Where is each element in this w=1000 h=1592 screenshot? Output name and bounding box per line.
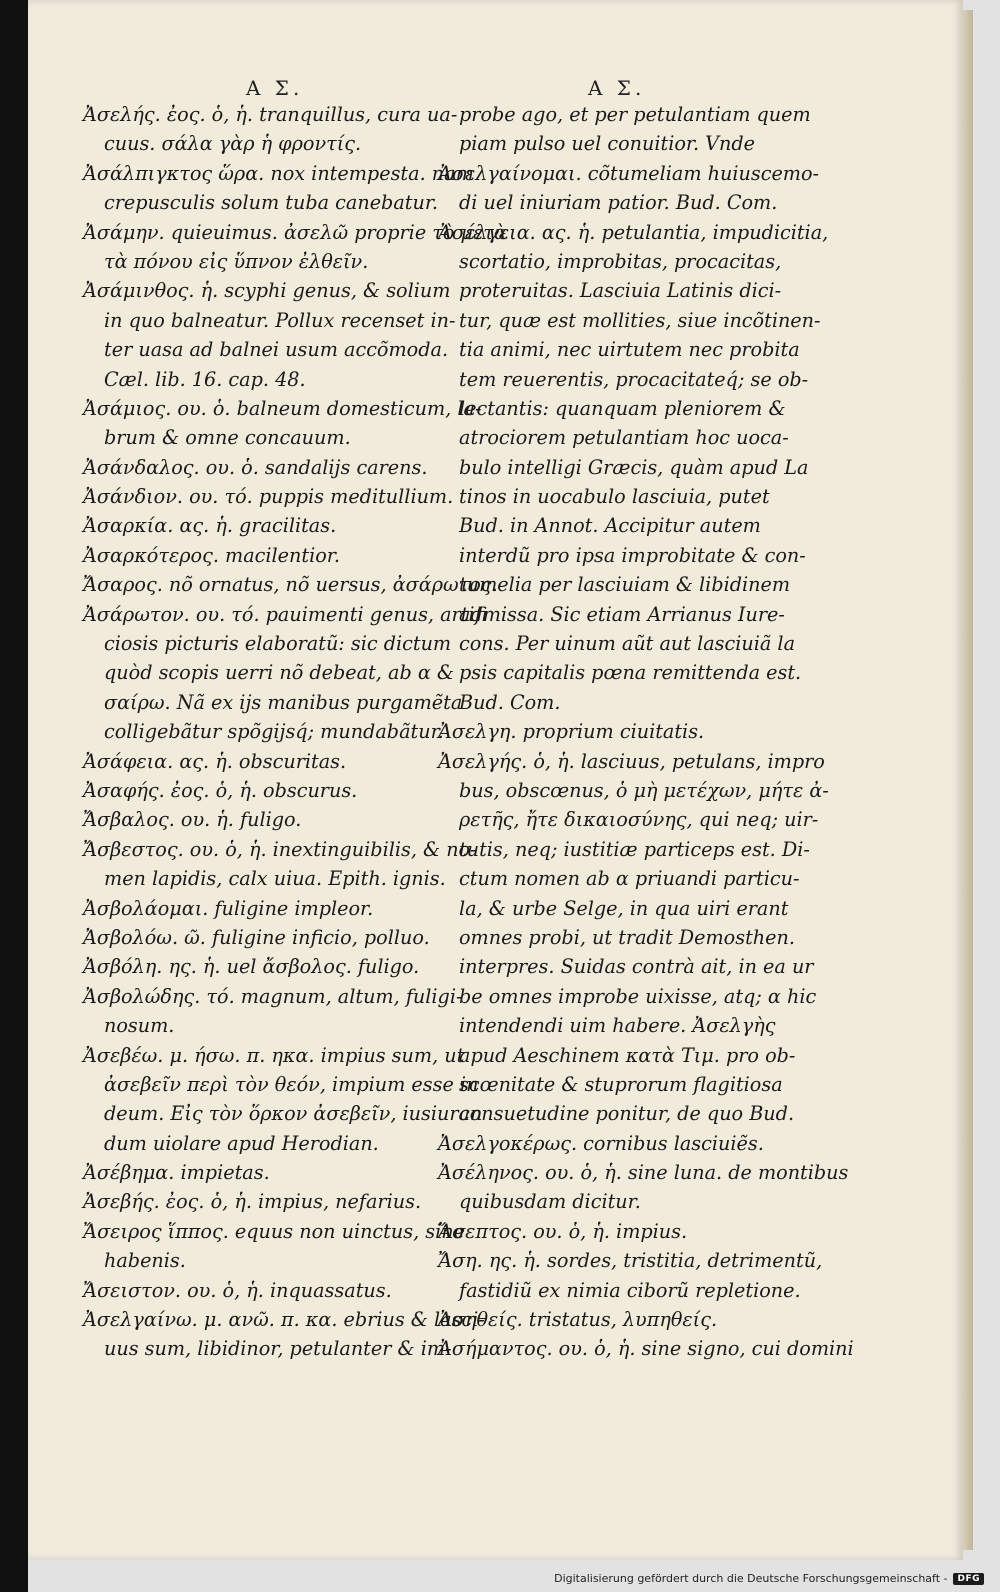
text-line: interpres. Suidas contrà ait, in ea ur [459, 955, 814, 979]
text-line: ρετῆς, ἤτε δικαιοσύνης, qui neq; uir- [459, 808, 819, 832]
text-line: nosum. [104, 1014, 175, 1038]
text-line: bulo intelligi Græcis, quàm apud La [459, 455, 809, 479]
text-line: Ἄσαρος. nõ ornatus, nõ uersus, ἀσάρωτος. [83, 573, 498, 597]
text-line: cuus. σάλα γὰρ ἡ φροντίς. [104, 132, 362, 156]
text-line: ctum nomen ab α priuandi particu- [459, 867, 800, 891]
text-line: cons. Per uinum aũt aut lasciuiã la [459, 632, 796, 656]
page-edge [963, 10, 973, 1550]
text-line: Ἀσήμαντος. ου. ὁ, ἡ. sine signo, cui domini [438, 1337, 854, 1361]
text-line: Ἀσελγοκέρως. cornibus lasciuiẽs. [438, 1131, 764, 1155]
text-line: Ἀσβολώδης. τό. magnum, altum, fuligi- [83, 984, 463, 1008]
running-head-left: Α Σ. [246, 76, 304, 100]
dfg-logo-icon: DFG [953, 1573, 984, 1585]
text-line: Ἄσεπτος. ου. ὁ, ἡ. impius. [438, 1219, 688, 1243]
text-line: tur, quæ est mollities, siue incõtinen- [459, 308, 821, 332]
running-head-right: Α Σ. [588, 76, 646, 100]
text-line: Ἀσάμινθος. ἡ. scyphi genus, & solium [83, 279, 451, 303]
text-line: Ἀσβολόω. ῶ. fuligine inficio, polluo. [83, 925, 430, 949]
text-line: Ἀσέληνος. ου. ὁ, ἡ. sine luna. de montibus [438, 1161, 849, 1185]
text-line: Ἀσεβής. ἐος. ὁ, ἡ. impius, nefarius. [83, 1190, 422, 1214]
text-line: Ἀσελής. ἐος. ὁ, ἡ. tranquillus, cura ua- [83, 103, 458, 126]
text-line: Ἄσβαλος. ου. ἡ. fuligo. [83, 808, 302, 832]
text-line: Ἀσαρκία. ας. ἡ. gracilitas. [83, 514, 337, 538]
text-line: tumelia per lasciuiam & libidinem [459, 573, 791, 597]
text-line: ἀσεβεῖν περὶ τὸν θεόν, impium esse in [104, 1072, 479, 1096]
text-line: Ἀσελγαίνομαι. cõtumeliam huiuscemo- [438, 161, 820, 185]
text-line: Ἀσελγής. ὁ, ἡ. lasciuus, petulans, impro [438, 749, 825, 773]
text-line: Cæl. lib. 16. cap. 48. [104, 367, 306, 391]
text-line: Ἀσβόλη. ης. ἡ. uel ἄσβολος. fuligo. [83, 955, 420, 979]
text-line: crepusculis solum tuba canebatur. [104, 191, 439, 215]
text-line: deum. Εἰς τὸν ὅρκον ἀσεβεῖν, iusiuran [104, 1102, 483, 1126]
text-line: σαίρω. Nã ex ijs manibus purgamẽta [104, 690, 463, 714]
text-line: Ἀσάμην. quieuimus. ἀσελῶ proprie τὸ μετὰ [83, 220, 507, 244]
footer-credit: Digitalisierung gefördert durch die Deutsche Forschungsgemeinschaft - [554, 1572, 948, 1585]
left-column [83, 100, 507, 1364]
text-line: Ἄση. ης. ἡ. sordes, tristitia, detrimentũ, [438, 1249, 823, 1273]
text-line: Ἀσελγη. proprium ciuitatis. [438, 720, 705, 744]
text-line: Ἀσάφεια. ας. ἡ. obscuritas. [83, 749, 347, 773]
text-line: tinos in uocabulo lasciuia, putet [459, 485, 770, 509]
text-line: consuetudine ponitur, de quo Bud. [459, 1102, 795, 1126]
text-line: Ἀσάνδιον. ου. τό. puppis meditullium. [83, 485, 454, 509]
text-line: Ἄσειστον. ου. ὁ, ἡ. inquassatus. [83, 1278, 392, 1302]
text-line: atrociorem petulantiam hoc uoca- [459, 426, 789, 450]
text-line: Ἀσεβέω. μ. ήσω. π. ηκα. impius sum, ut [83, 1043, 465, 1067]
text-line: Ἀσέβημα. impietas. [83, 1161, 270, 1185]
text-line: Ἀσάλπιγκτος ὥρα. nox intempesta. nam [83, 161, 474, 185]
text-line: Bud. in Annot. Accipitur autem [459, 514, 761, 538]
text-line: tem reuerentis, procacitateq́; se ob- [459, 367, 809, 391]
text-line: colligebãtur spõgijsq́; mundabãtur. [104, 720, 444, 744]
text-line: intendendi uim habere. Ἀσελγὴς [459, 1014, 776, 1038]
book-page [28, 0, 963, 1560]
text-line: ciosis picturis elaboratũ: sic dictum [104, 632, 452, 656]
text-line: Bud. Com. [459, 690, 561, 714]
text-line: Ἀσελγαίνω. μ. ανῶ. π. κα. ebrius & lasci- [83, 1308, 485, 1332]
text-line: Ἀσαφής. ἐος. ὁ, ἡ. obscurus. [83, 778, 358, 802]
text-line: lectantis: quanquam pleniorem & [459, 396, 786, 420]
text-line: brum & omne concauum. [104, 426, 351, 450]
text-line: fastidiũ ex nimia ciborũ repletione. [459, 1278, 801, 1302]
text-line: bus, obscœnus, ὁ μὴ μετέχων, μήτε ἀ- [459, 778, 829, 802]
text-line: τὰ πόνου εἰς ὕπνον ἐλθεῖν. [104, 249, 369, 273]
text-line: apud Aeschinem κατὰ Τιμ. pro ob- [459, 1043, 796, 1067]
text-line: Ἀσαρκότερος. macilentior. [83, 543, 340, 567]
text-line: Ἀσάρωτον. ου. τό. pauimenti genus, artifi [83, 602, 488, 626]
footer [554, 1572, 984, 1585]
text-line: la, & urbe Selge, in qua uiri erant [459, 896, 789, 920]
text-line: admissa. Sic etiam Arrianus Iure- [459, 602, 785, 626]
text-line: scortatio, improbitas, procacitas, [459, 249, 782, 273]
text-line: psis capitalis pœna remittenda est. [459, 661, 802, 685]
text-line: omnes probi, ut tradit Demosthen. [459, 925, 795, 949]
text-line: in quo balneatur. Pollux recenset in- [104, 308, 456, 332]
text-line: quibusdam dicitur. [459, 1190, 641, 1214]
text-line: piam pulso uel conuitior. Vnde [459, 132, 756, 156]
right-column [438, 100, 854, 1364]
scan-border [0, 0, 28, 1592]
text-line: di uel iniuriam patior. Bud. Com. [459, 191, 778, 215]
text-line: Ἀσάμιος. ου. ὁ. balneum domesticum, la- [83, 396, 482, 420]
text-line: ter uasa ad balnei usum accõmoda. [104, 338, 449, 362]
text-line: Ἀσάνδαλος. ου. ὁ. sandalijs carens. [83, 455, 428, 479]
text-line: be omnes improbe uixisse, atq; α hic [459, 984, 817, 1008]
text-line: quòd scopis uerri nõ debeat, ab α & [104, 661, 454, 685]
text-line: Ἀσηθείς. tristatus, λυπηθείς. [438, 1308, 718, 1332]
text-line: scœnitate & stuprorum flagitiosa [459, 1072, 783, 1096]
text-line: Ἀσέλγεια. ας. ἡ. petulantia, impudicitia, [438, 220, 829, 244]
text-line: habenis. [104, 1249, 186, 1273]
text-line: Ἀσβολάομαι. fuligine impleor. [83, 896, 374, 920]
text-line: tia animi, nec uirtutem nec probita [459, 338, 800, 362]
text-line: uus sum, libidinor, petulanter & im- [104, 1337, 452, 1361]
text-line: tutis, neq; iustitiæ particeps est. Di- [459, 837, 810, 861]
text-line: men lapidis, calx uiua. Epith. ignis. [104, 867, 446, 891]
text-line: Ἄσβεστος. ου. ὁ, ἡ. inextinguibilis, & no- [83, 837, 477, 861]
text-line: proteruitas. Lasciuia Latinis dici- [459, 279, 782, 303]
text-line: Ἄσειρος ἵππος. equus non uinctus, sine [83, 1219, 465, 1243]
text-line: interdũ pro ipsa improbitate & con- [459, 543, 806, 567]
text-line: probe ago, et per petulantiam quem [459, 103, 811, 126]
text-line: dum uiolare apud Herodian. [104, 1131, 379, 1155]
